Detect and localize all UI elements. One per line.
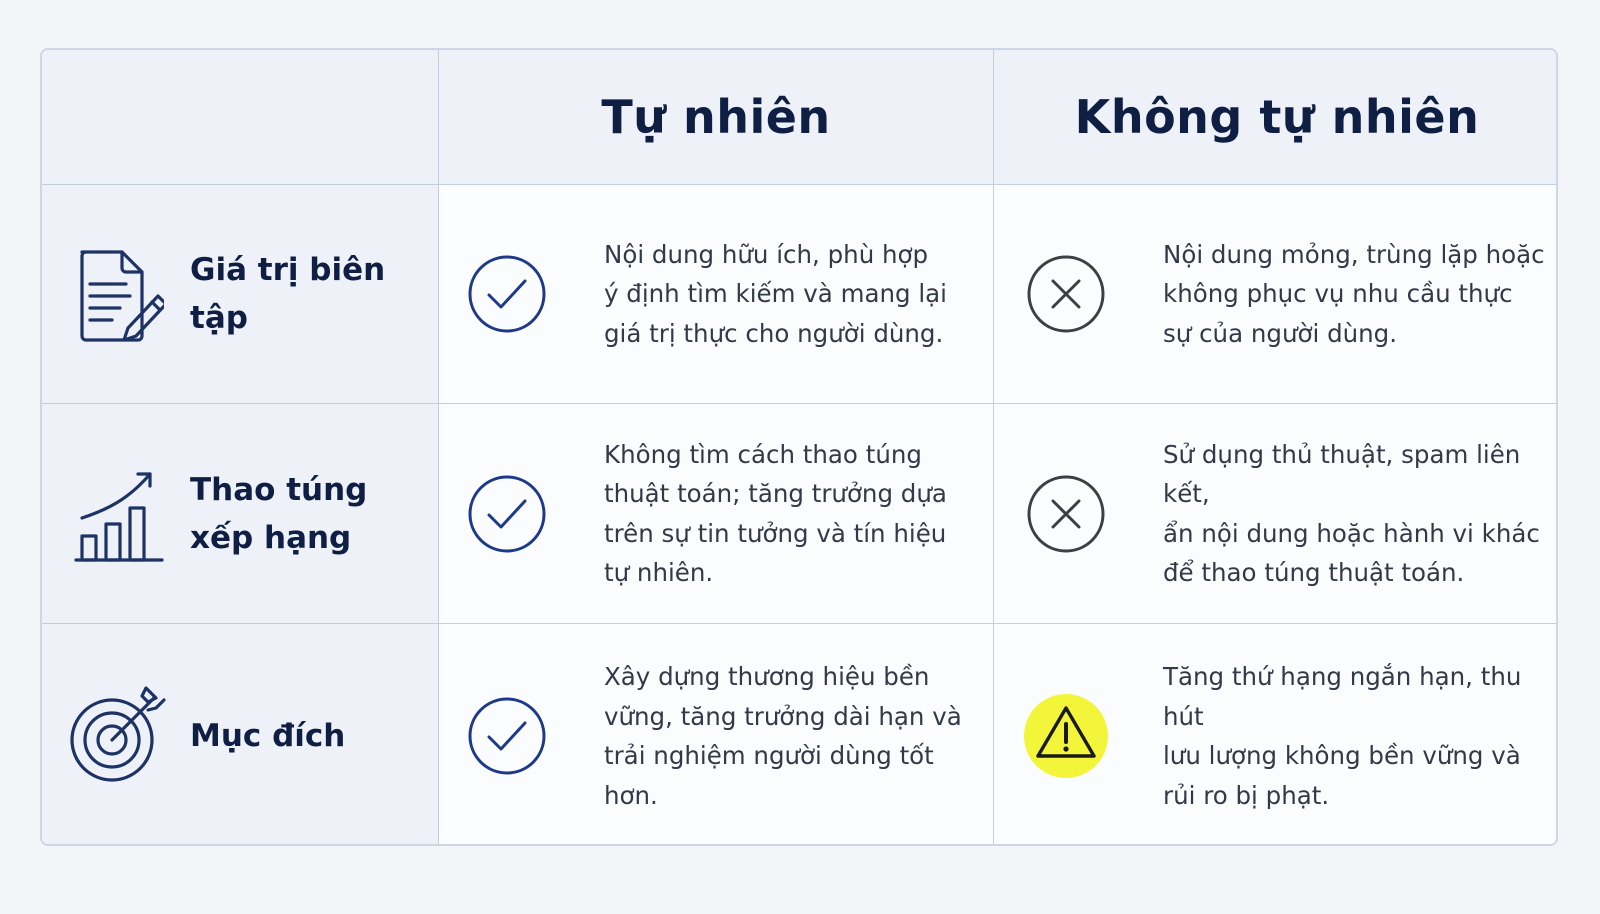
header-empty-cell bbox=[42, 50, 439, 185]
natural-text-editorial: Nội dung hữu ích, phù hợp ý định tìm kiếm và mang lại giá trị thực cho người dùng. bbox=[604, 239, 947, 348]
row-label-editorial-value: Giá trị biên tập bbox=[190, 252, 386, 336]
natural-text-ranking: Không tìm cách thao túng thuật toán; tăng trưởng dựa trên sự tin tưởng và tín hiệu tự nhiên. bbox=[604, 439, 947, 587]
unnatural-text-editorial: Nội dung mỏng, trùng lặp hoặc không phục vụ nhu cầu thực sự của người dùng. bbox=[1163, 239, 1545, 348]
row-label-purpose: Mục đích bbox=[190, 718, 346, 754]
row-head-purpose bbox=[42, 624, 439, 846]
growth-chart-icon bbox=[70, 459, 166, 569]
row-head-editorial-value bbox=[42, 185, 439, 404]
check-circle-icon bbox=[465, 694, 549, 778]
natural-column-title: Tự nhiên bbox=[601, 90, 831, 144]
comparison-table bbox=[40, 48, 1558, 846]
check-circle-icon bbox=[465, 252, 549, 336]
warning-icon bbox=[1024, 694, 1108, 778]
target-arrow-icon bbox=[70, 681, 166, 791]
check-circle-icon bbox=[465, 472, 549, 556]
row-label-ranking-manipulation: Thao túng xếp hạng bbox=[190, 471, 368, 556]
unnatural-column-title: Không tự nhiên bbox=[1074, 90, 1480, 144]
document-pencil-icon bbox=[70, 239, 166, 349]
header-natural bbox=[439, 50, 994, 185]
unnatural-cell-editorial bbox=[994, 185, 1558, 404]
x-circle-icon bbox=[1024, 472, 1108, 556]
natural-cell-ranking bbox=[439, 404, 994, 624]
header-unnatural bbox=[994, 50, 1558, 185]
natural-cell-purpose bbox=[439, 624, 994, 846]
natural-text-purpose: Xây dựng thương hiệu bền vững, tăng trưởng dài hạn và trải nghiệm người dùng tốt hơn. bbox=[604, 662, 962, 810]
unnatural-cell-ranking bbox=[994, 404, 1558, 624]
unnatural-text-ranking: Sử dụng thủ thuật, spam liên kết, ẩn nội dung hoặc hành vi khác để thao túng thuật toán. bbox=[1163, 439, 1540, 587]
unnatural-text-purpose: Tăng thứ hạng ngắn hạn, thu hút lưu lượng không bền vững và rủi ro bị phạt. bbox=[1163, 662, 1522, 810]
natural-cell-editorial bbox=[439, 185, 994, 404]
row-head-ranking-manipulation bbox=[42, 404, 439, 624]
unnatural-cell-purpose bbox=[994, 624, 1558, 846]
x-circle-icon bbox=[1024, 252, 1108, 336]
